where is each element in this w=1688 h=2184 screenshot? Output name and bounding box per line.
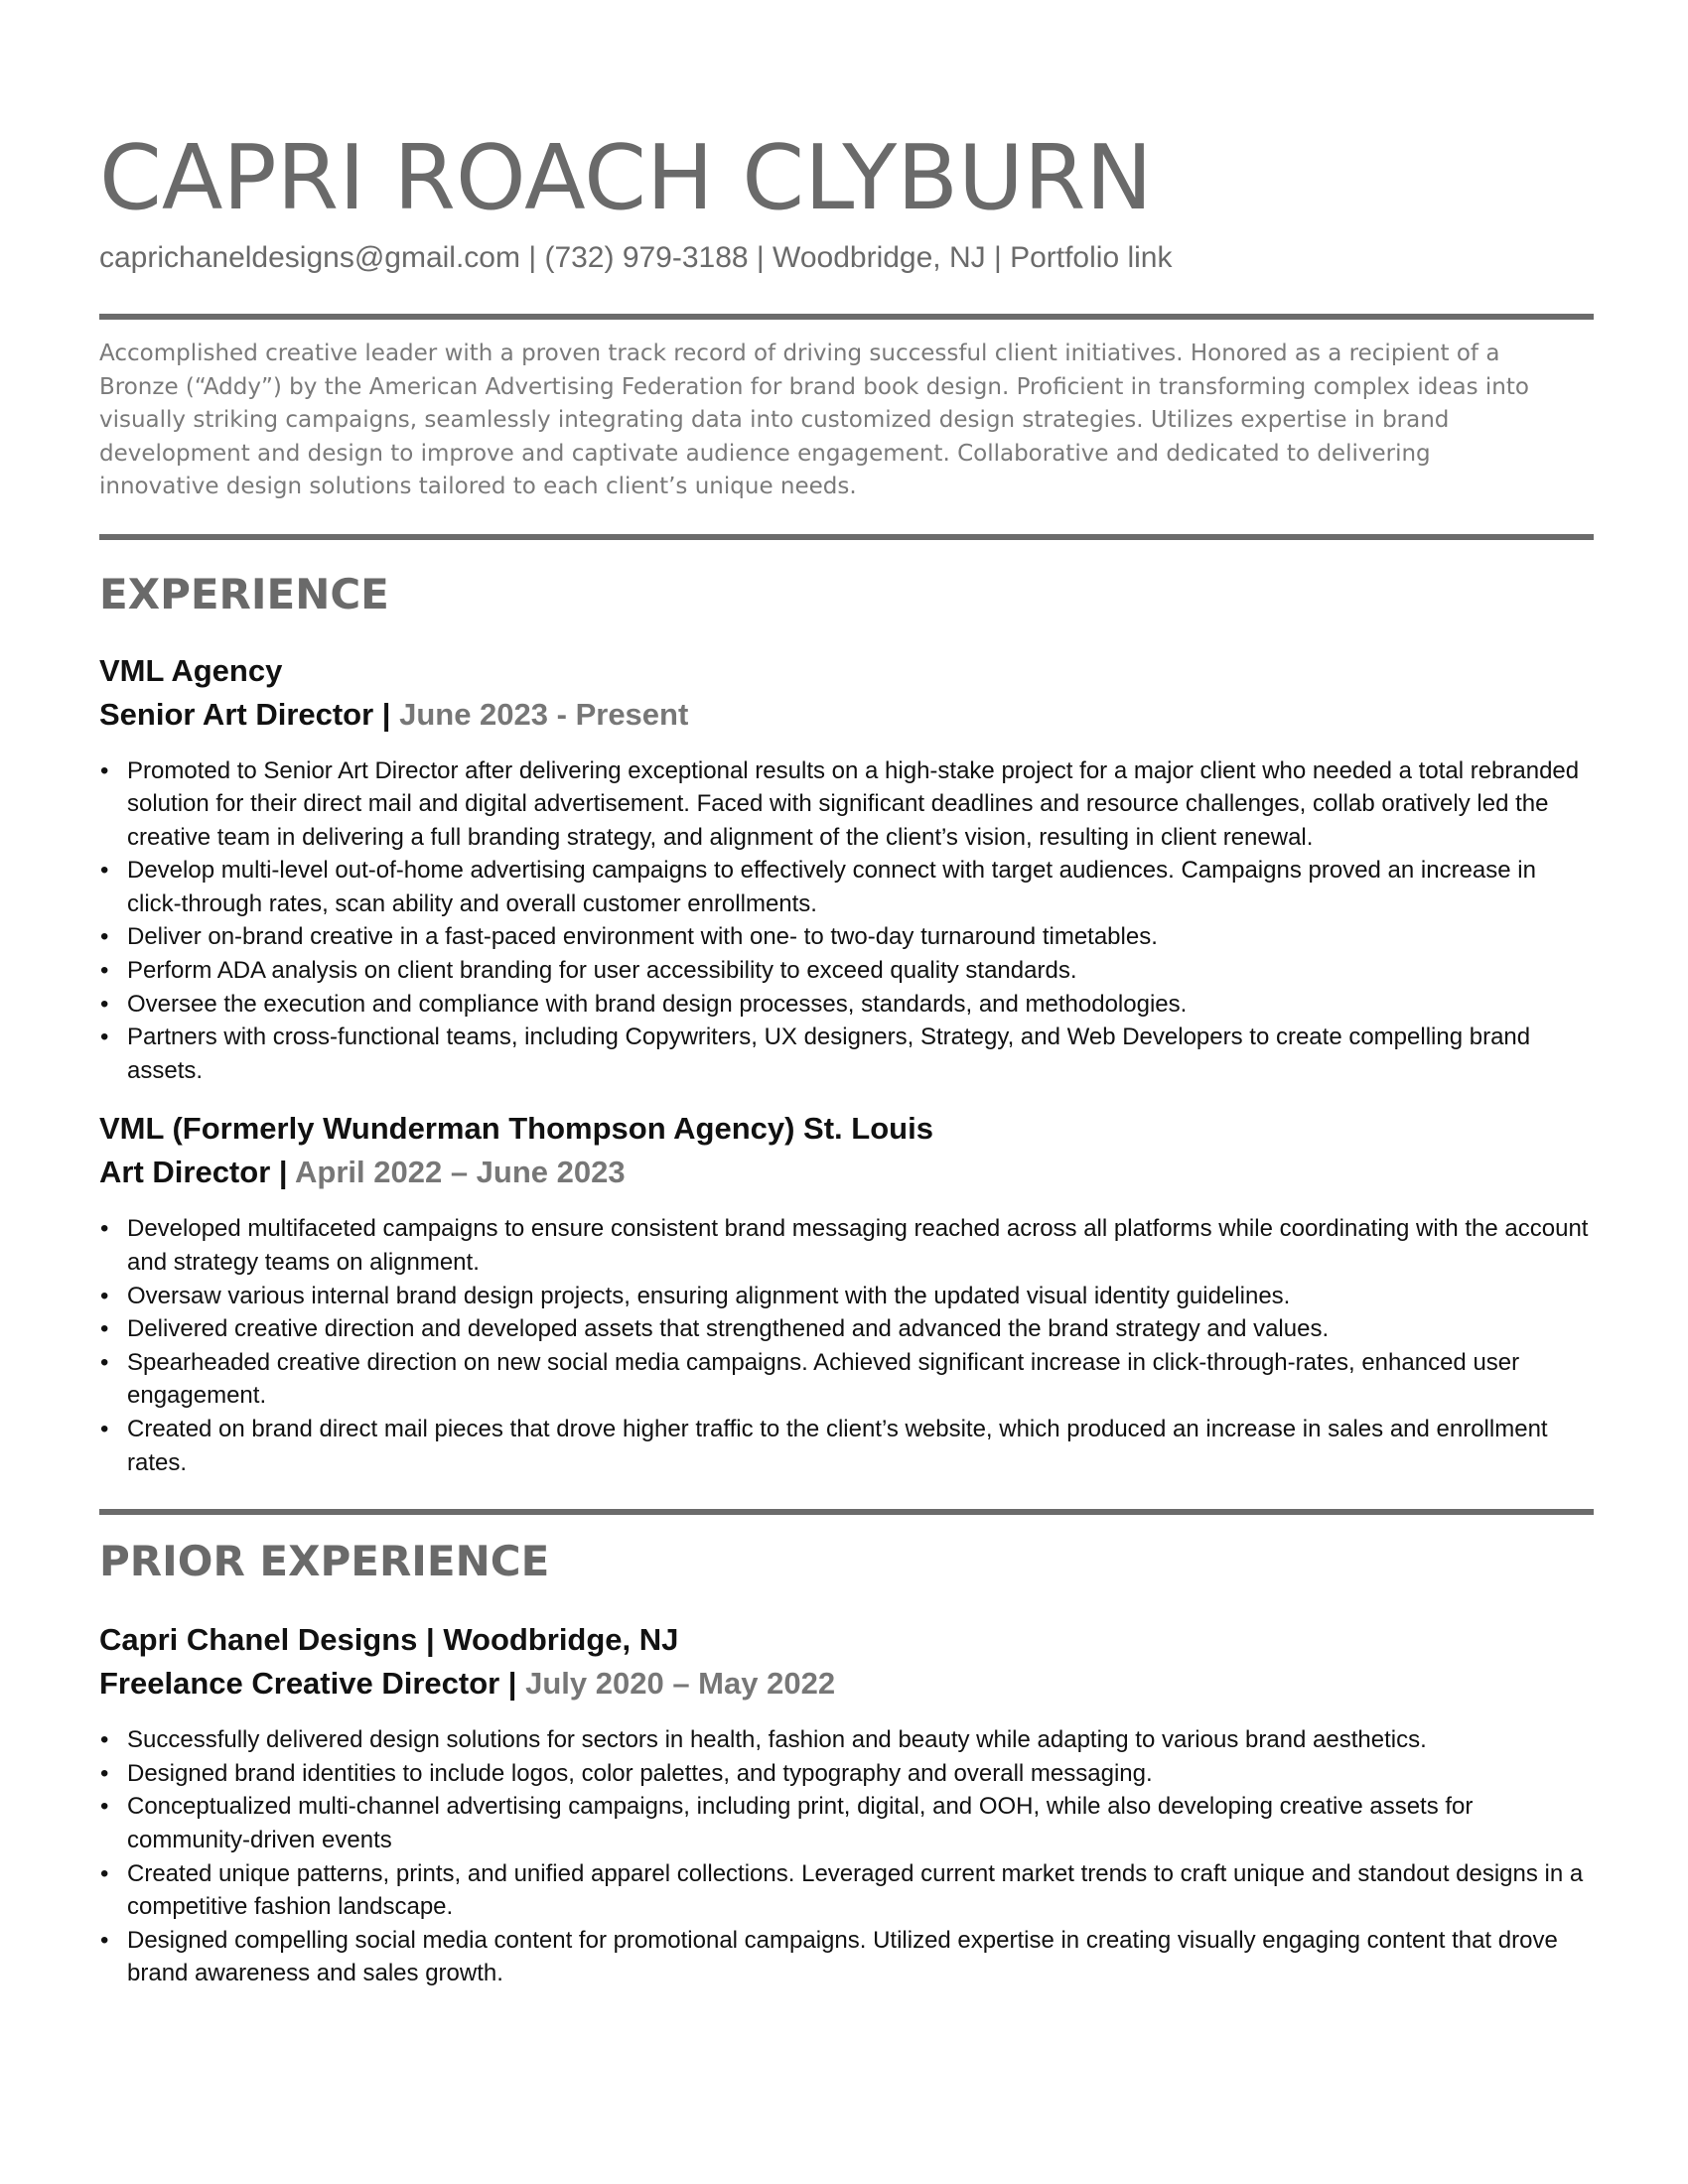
job-entry — [99, 649, 1594, 1088]
divider — [99, 314, 1594, 320]
job-entry — [99, 1618, 1594, 1990]
bullet-item: • Successfully delivered design solutions for sectors in health, fashion and beauty while adapting to various brand aesthetics. — [99, 1723, 1594, 1757]
bullet-item: • Delivered creative direction and developed assets that strengthened and advanced the brand strategy and values. — [99, 1312, 1594, 1346]
job-role-line — [99, 1662, 1594, 1706]
job-role-line — [99, 693, 1594, 737]
bullet-item: • Perform ADA analysis on client branding for user accessibility to exceed quality standards. — [99, 954, 1594, 988]
bullet-item: • Oversaw various internal brand design projects, ensuring alignment with the updated visual identity guidelines. — [99, 1280, 1594, 1313]
job-dates: July 2020 – May 2022 — [525, 1666, 836, 1702]
summary-paragraph: Accomplished creative leader with a proven track record of driving successful client initiatives. Honored as a recipient of a Bronze (“Addy”) by the American Advertising Federation for brand book design. Proficient in transforming complex ideas into visually striking campaigns, seamlessly integrating data into customized design strategies. Utilizes expertise in brand development and design to improve and captivate audience engagement. Collaborative and dedicated to delivering innovative design solutions tailored to each client’s unique needs. — [99, 341, 1529, 499]
bullet-item: • Promoted to Senior Art Director after delivering exceptional results on a high-stake project for a major client who needed a total rebranded solution for their direct mail and digital advertisement. Faced with significant deadlines and resource challenges, collab oratively led the creative team in delivering a full branding strategy, and alignment of the client’s vision, resulting in client renewal. — [99, 754, 1594, 855]
job-title: Freelance Creative Director | — [99, 1666, 526, 1702]
bullet-item: • Oversee the execution and compliance with brand design processes, standards, and methodologies. — [99, 988, 1594, 1022]
bullet-item: • Created on brand direct mail pieces that drove higher traffic to the client’s website, which produced an increase in sales and enrollment rates. — [99, 1413, 1594, 1479]
job-entry — [99, 1107, 1594, 1479]
divider — [99, 1509, 1594, 1515]
bullet-item: • Conceptualized multi-channel advertising campaigns, including print, digital, and OOH, while also developing creative assets for community-driven events — [99, 1790, 1594, 1856]
job-dates: April 2022 – June 2023 — [295, 1155, 626, 1190]
job-organization: Capri Chanel Designs | Woodbridge, NJ — [99, 1622, 679, 1658]
section-title-experience: EXPERIENCE — [99, 569, 389, 618]
divider — [99, 534, 1594, 540]
bullet-item: • Designed brand identities to include logos, color palettes, and typography and overall messaging. — [99, 1757, 1594, 1791]
job-organization: VML Agency — [99, 652, 283, 688]
bullet-item: • Deliver on-brand creative in a fast-paced environment with one- to two-day turnaround timetables. — [99, 920, 1594, 954]
resume-page — [99, 126, 1594, 1990]
job-bullets — [99, 1212, 1594, 1479]
job-title: Art Director | — [99, 1155, 296, 1190]
bullet-item: • Created unique patterns, prints, and unified apparel collections. Leveraged current market trends to craft unique and standout designs in a competitive fashion landscape. — [99, 1857, 1594, 1924]
job-title: Senior Art Director | — [99, 696, 400, 732]
section-title-prior-experience: PRIOR EXPERIENCE — [99, 1537, 550, 1586]
job-organization: VML (Formerly Wunderman Thompson Agency) St. Louis — [99, 1111, 933, 1147]
contact-line: caprichaneldesigns@gmail.com | (732) 979-3188 | Woodbridge, NJ | Portfolio link — [99, 241, 1173, 274]
bullet-item: • Develop multi-level out-of-home advertising campaigns to effectively connect with target audiences. Campaigns proved an increase in click-through rates, scan ability and overall customer enrollments. — [99, 854, 1594, 920]
job-dates: June 2023 - Present — [399, 696, 689, 732]
bullet-item: • Designed compelling social media content for promotional campaigns. Utilized expertise in creating visually engaging content that drove brand awareness and sales growth. — [99, 1924, 1594, 1990]
bullet-item: • Spearheaded creative direction on new social media campaigns. Achieved significant increase in click-through-rates, enhanced user engagement. — [99, 1346, 1594, 1413]
job-role-line — [99, 1151, 1594, 1194]
job-bullets — [99, 1723, 1594, 1990]
bullet-item: • Partners with cross-functional teams, including Copywriters, UX designers, Strategy, and Web Developers to create compelling brand assets. — [99, 1021, 1594, 1087]
job-bullets — [99, 754, 1594, 1088]
bullet-item: • Developed multifaceted campaigns to ensure consistent brand messaging reached across all platforms while coordinating with the account and strategy teams on alignment. — [99, 1212, 1594, 1279]
candidate-name: CAPRI ROACH CLYBURN — [99, 126, 1153, 230]
